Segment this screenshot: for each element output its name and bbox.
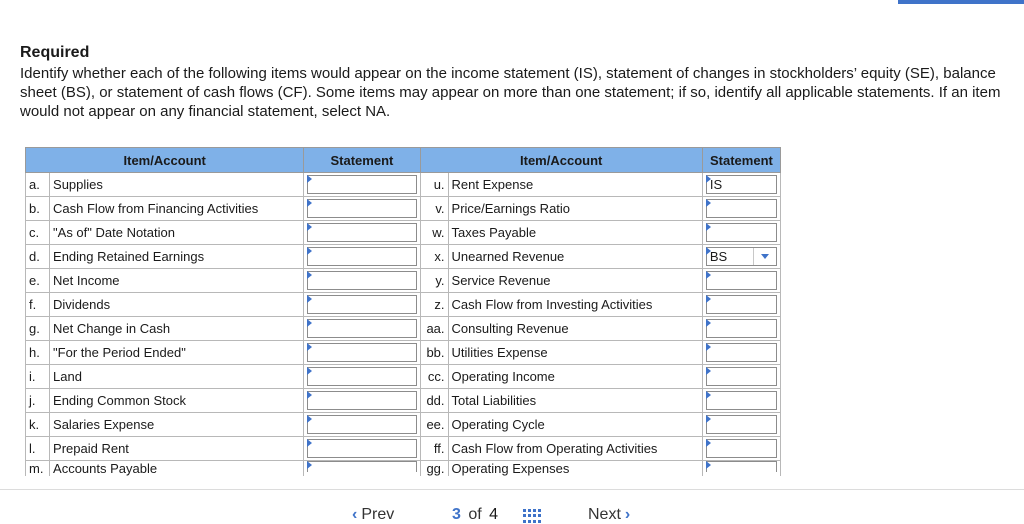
statement-table: [25, 147, 781, 476]
item-name: Price/Earnings Ratio: [448, 197, 702, 221]
item-name: Land: [50, 365, 304, 389]
statement-select[interactable]: [706, 439, 777, 458]
item-name: Operating Expenses: [448, 461, 702, 477]
marker-icon: [706, 223, 711, 231]
item-name: Operating Income: [448, 365, 702, 389]
statement-cell: [304, 365, 420, 389]
statement-cell: [304, 341, 420, 365]
page-indicator: [452, 506, 498, 524]
item-letter: bb.: [420, 341, 448, 365]
item-name: "For the Period Ended": [50, 341, 304, 365]
statement-cell: [304, 245, 420, 269]
marker-icon: [706, 199, 711, 207]
item-letter: v.: [420, 197, 448, 221]
item-name: Unearned Revenue: [448, 245, 702, 269]
current-page: 3: [452, 506, 461, 523]
statement-select[interactable]: [706, 271, 777, 290]
table-row: [26, 317, 781, 341]
statement-cell: [304, 389, 420, 413]
table-row: [26, 221, 781, 245]
item-letter: y.: [420, 269, 448, 293]
item-name: Utilities Expense: [448, 341, 702, 365]
statement-cell: [702, 389, 780, 413]
statement-select[interactable]: [307, 271, 416, 290]
marker-icon: [706, 271, 711, 279]
prev-button[interactable]: [352, 506, 394, 524]
marker-icon: [307, 271, 312, 279]
statement-select[interactable]: [307, 343, 416, 362]
item-name: Service Revenue: [448, 269, 702, 293]
item-letter: k.: [26, 413, 50, 437]
item-letter: w.: [420, 221, 448, 245]
item-name: Operating Cycle: [448, 413, 702, 437]
table-row: [26, 365, 781, 389]
statement-cell: [304, 413, 420, 437]
item-name: Rent Expense: [448, 173, 702, 197]
statement-cell: [304, 197, 420, 221]
item-letter: z.: [420, 293, 448, 317]
marker-icon: [706, 415, 711, 423]
chevron-right-icon: ›: [624, 506, 631, 523]
table-row: [26, 413, 781, 437]
statement-select[interactable]: [706, 367, 777, 386]
item-letter: f.: [26, 293, 50, 317]
statement-select[interactable]: [307, 439, 416, 458]
item-letter: i.: [26, 365, 50, 389]
statement-cell: [702, 221, 780, 245]
item-letter: l.: [26, 437, 50, 461]
item-name: Supplies: [50, 173, 304, 197]
item-name: Dividends: [50, 293, 304, 317]
item-letter: c.: [26, 221, 50, 245]
statement-cell: [702, 317, 780, 341]
item-name: Cash Flow from Investing Activities: [448, 293, 702, 317]
item-name: Taxes Payable: [448, 221, 702, 245]
statement-select[interactable]: [706, 461, 777, 472]
marker-icon: [307, 461, 312, 469]
item-name: Ending Retained Earnings: [50, 245, 304, 269]
statement-select[interactable]: [706, 199, 777, 218]
marker-icon: [706, 439, 711, 447]
item-letter: gg.: [420, 461, 448, 477]
statement-select[interactable]: [307, 175, 416, 194]
item-letter: dd.: [420, 389, 448, 413]
statement-cell: [702, 437, 780, 461]
marker-icon: [307, 223, 312, 231]
marker-icon: [307, 247, 312, 255]
table-row: [26, 269, 781, 293]
statement-select[interactable]: [706, 343, 777, 362]
statement-cell: [304, 221, 420, 245]
statement-cell: [702, 341, 780, 365]
prev-label: Prev: [361, 506, 395, 523]
statement-cell: [702, 173, 780, 197]
marker-icon: [307, 175, 312, 183]
statement-value: BS: [709, 249, 728, 264]
marker-icon: [307, 415, 312, 423]
header-statement-2: Statement: [702, 148, 780, 173]
table-row: [26, 389, 781, 413]
item-name: Net Income: [50, 269, 304, 293]
table-row: [26, 437, 781, 461]
item-letter: d.: [26, 245, 50, 269]
statement-select[interactable]: [706, 415, 777, 434]
item-letter: j.: [26, 389, 50, 413]
statement-select[interactable]: [307, 415, 416, 434]
item-letter: aa.: [420, 317, 448, 341]
statement-cell: [702, 461, 780, 477]
item-name: Cash Flow from Operating Activities: [448, 437, 702, 461]
table-row: [26, 173, 781, 197]
table-row: [26, 245, 781, 269]
statement-select[interactable]: [706, 295, 777, 314]
marker-icon: [307, 199, 312, 207]
marker-icon: [706, 175, 711, 183]
statement-cell: [702, 197, 780, 221]
statement-select[interactable]: [706, 319, 777, 338]
item-letter: x.: [420, 245, 448, 269]
table-row: [26, 197, 781, 221]
marker-icon: [706, 461, 711, 469]
statement-select[interactable]: [706, 247, 777, 266]
marker-icon: [706, 319, 711, 327]
statement-select[interactable]: [307, 319, 416, 338]
item-name: Salaries Expense: [50, 413, 304, 437]
statement-select[interactable]: [307, 247, 416, 266]
item-name: Net Change in Cash: [50, 317, 304, 341]
statement-cell: [304, 293, 420, 317]
item-name: Total Liabilities: [448, 389, 702, 413]
marker-icon: [307, 391, 312, 399]
item-letter: cc.: [420, 365, 448, 389]
header-item-account-2: Item/Account: [420, 148, 702, 173]
item-letter: ff.: [420, 437, 448, 461]
marker-icon: [307, 343, 312, 351]
statement-select[interactable]: [706, 223, 777, 242]
table-row: [26, 461, 781, 477]
dropdown-arrow-icon[interactable]: [753, 248, 776, 265]
statement-cell: [702, 293, 780, 317]
statement-select[interactable]: [307, 199, 416, 218]
item-letter: e.: [26, 269, 50, 293]
instructions-text: Identify whether each of the following items would appear on the income statement (IS), statement of changes in stockholders’ equity (SE), balance sheet (BS), or statement of cash flows (CF). Some items may appear on more than one statement; if so, identify all applicable statements. If an item would not appear on any financial statement, select NA.: [20, 65, 1001, 120]
item-letter: b.: [26, 197, 50, 221]
statement-cell: [702, 245, 780, 269]
marker-icon: [706, 367, 711, 375]
of-label: of: [468, 506, 482, 523]
marker-icon: [706, 247, 711, 255]
statement-select[interactable]: [706, 175, 777, 194]
marker-icon: [706, 391, 711, 399]
statement-cell: [304, 173, 420, 197]
item-name: Ending Common Stock: [50, 389, 304, 413]
item-name: Prepaid Rent: [50, 437, 304, 461]
item-name: "As of" Date Notation: [50, 221, 304, 245]
top-accent-bar: [898, 0, 1024, 4]
item-letter: u.: [420, 173, 448, 197]
table-header-row: [26, 148, 781, 173]
marker-icon: [307, 439, 312, 447]
statement-select[interactable]: [307, 295, 416, 314]
statement-value: IS: [709, 177, 723, 192]
marker-icon: [706, 295, 711, 303]
marker-icon: [706, 343, 711, 351]
header-statement-1: Statement: [304, 148, 420, 173]
marker-icon: [307, 295, 312, 303]
total-pages: 4: [489, 506, 499, 523]
statement-select[interactable]: [307, 223, 416, 242]
table-row: [26, 293, 781, 317]
item-name: Cash Flow from Financing Activities: [50, 197, 304, 221]
statement-cell: [702, 365, 780, 389]
required-heading: Required: [20, 44, 90, 61]
item-letter: m.: [26, 461, 50, 477]
table-row: [26, 341, 781, 365]
item-letter: g.: [26, 317, 50, 341]
header-item-account-1: Item/Account: [26, 148, 304, 173]
item-name: Consulting Revenue: [448, 317, 702, 341]
pagination-bar: [0, 489, 1024, 522]
item-name: Accounts Payable: [50, 461, 304, 477]
statement-cell: [304, 317, 420, 341]
statement-select[interactable]: [307, 391, 416, 410]
statement-cell: [304, 461, 420, 477]
statement-cell: [304, 437, 420, 461]
marker-icon: [307, 367, 312, 375]
statement-cell: [702, 413, 780, 437]
next-label: Next: [588, 506, 621, 523]
statement-cell: [702, 269, 780, 293]
statement-select[interactable]: [307, 461, 416, 472]
item-letter: a.: [26, 173, 50, 197]
item-letter: ee.: [420, 413, 448, 437]
chevron-left-icon: ‹: [352, 506, 358, 523]
next-button[interactable]: [588, 506, 630, 524]
statement-cell: [304, 269, 420, 293]
statement-select[interactable]: [307, 367, 416, 386]
item-letter: h.: [26, 341, 50, 365]
marker-icon: [307, 319, 312, 327]
statement-select[interactable]: [706, 391, 777, 410]
